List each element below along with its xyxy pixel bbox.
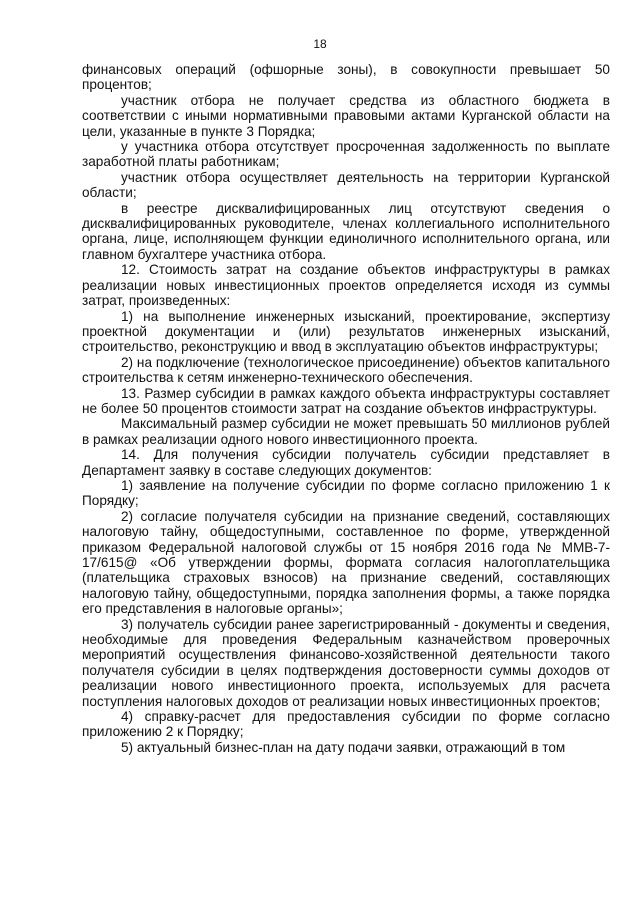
paragraph: участник отбора не получает средства из областного бюджета в соответствии с иными нормативными правовыми актами Курганской области на цели, указанные в пункте 3 Порядка; xyxy=(82,92,610,139)
document-body xyxy=(82,62,610,755)
page-number: 18 xyxy=(313,37,327,51)
section-12: 12. Стоимость затрат на создание объектов инфраструктуры в рамках реализации новых инвестиционных проектов определяется исходя из суммы затрат, произведенных: xyxy=(82,262,610,309)
list-item: 2) согласие получателя субсидии на признание сведений, составляющих налоговую тайну, общедоступными, составленное по форме, утвержденной приказом Федеральной налоговой службы от 15 ноября 2016 года № ММВ-7-17/615@ «Об утверждении формы, формата согласия налогоплательщика (плательщика страховых взносов) на признание сведений, составляющих налоговую тайну, общедоступными, порядка заполнения формы, а также порядка его представления в налоговые органы»; xyxy=(82,508,610,617)
paragraph: у участника отбора отсутствует просроченная задолженность по выплате заработной платы работникам; xyxy=(82,139,610,170)
list-item: 1) заявление на получение субсидии по форме согласно приложению 1 к Порядку; xyxy=(82,477,610,509)
list-item: 2) на подключение (технологическое присоединение) объектов капитального строительства к сетям инженерно-технического обеспечения. xyxy=(82,354,610,386)
paragraph: финансовых операций (офшорные зоны), в совокупности превышает 50 процентов; xyxy=(82,62,610,93)
paragraph: участник отбора осуществляет деятельность на территории Курганской области; xyxy=(82,169,610,201)
list-item: 1) на выполнение инженерных изысканий, проектирование, экспертизу проектной документации и (или) результатов инженерных изысканий, строительство, реконструкцию и ввод в эксплуатацию объектов инфраструктуры; xyxy=(82,308,610,355)
list-item: 4) справку-расчет для предоставления субсидии по форме согласно приложению 2 к Порядку; xyxy=(82,709,610,740)
section-14: 14. Для получения субсидии получатель субсидии представляет в Департамент заявку в составе следующих документов: xyxy=(82,447,610,478)
paragraph: Максимальный размер субсидии не может превышать 50 миллионов рублей в рамках реализации одного нового инвестиционного проекта. xyxy=(82,416,610,447)
paragraph: в реестре дисквалифицированных лиц отсутствуют сведения о дисквалифицированных руководителе, членах коллегиального исполнительного органа, лице, исполняющем функции единоличного исполнительного органа, или главном бухгалтере участника отбора. xyxy=(82,200,610,262)
list-item: 3) получатель субсидии ранее зарегистрированный - документы и сведения, необходимые для проведения Федеральным казначейством проверочных мероприятий осуществления финансово-хозяйственной деятельности такого получателя субсидии в целях подтверждения достоверности суммы доходов от реализации нового инвестиционного проекта, используемых для расчета поступления налоговых доходов от реализации новых инвестиционных проектов; xyxy=(82,616,610,709)
list-item: 5) актуальный бизнес-план на дату подачи заявки, отражающий в том xyxy=(121,739,566,755)
section-13: 13. Размер субсидии в рамках каждого объекта инфраструктуры составляет не более 50 процентов стоимости затрат на создание объектов инфраструктуры. xyxy=(82,385,610,416)
